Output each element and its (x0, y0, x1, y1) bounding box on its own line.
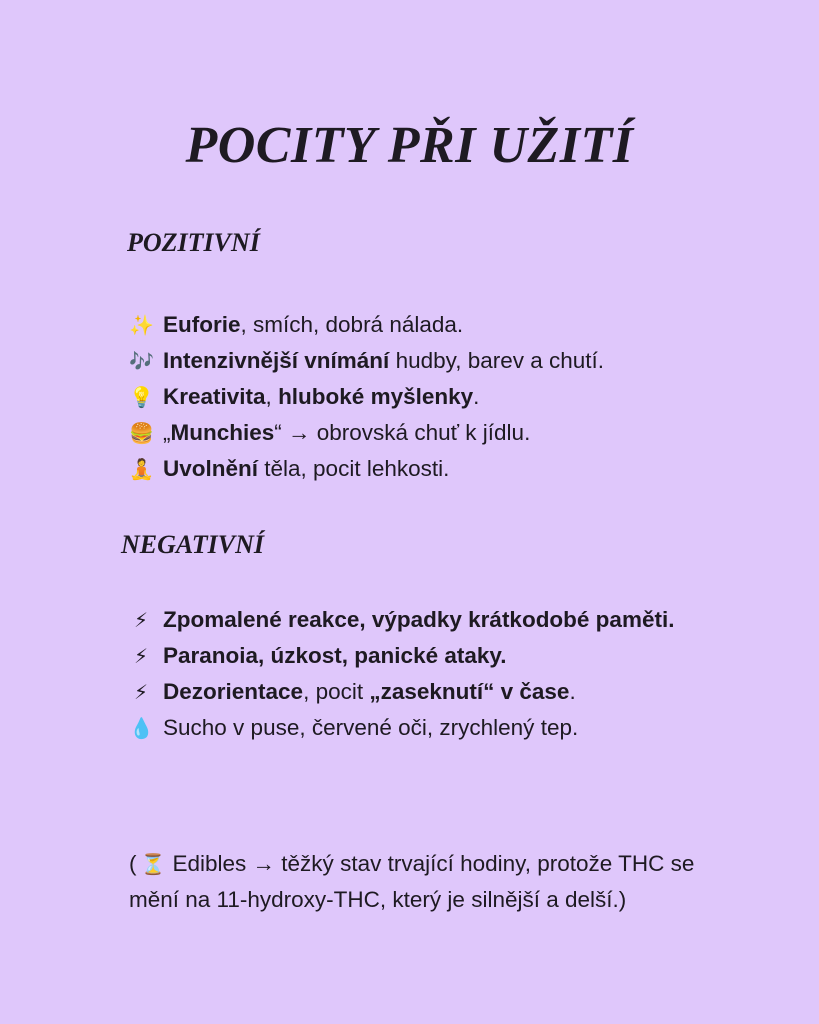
item-text: Sucho v puse, červené oči, zrychlený tep. (163, 715, 579, 740)
note-text: Edibles → těžký stav trvající hodiny, protože THC se mění na 11-hydroxy-THC, který je silnější a delší.) (129, 851, 695, 912)
item-text-bold: hluboké myšlenky (278, 384, 474, 409)
list-item (129, 451, 729, 487)
item-text-bold: „zaseknutí“ v čase (369, 679, 570, 704)
list-item (129, 415, 729, 451)
page-title: POCITY PŘI UŽITÍ (185, 117, 634, 174)
lightning-icon: ⚡ (133, 608, 149, 632)
item-text-bold: Intenzivnější vnímání (163, 348, 390, 373)
list-item (129, 379, 729, 415)
item-text: “ → obrovská chuť k jídlu. (274, 420, 531, 445)
item-text-bold: Uvolnění (163, 456, 259, 481)
item-text: hudby, barev a chutí. (389, 348, 605, 373)
item-text-bold: Munchies (170, 420, 275, 445)
negative-heading: NEGATIVNÍ (121, 530, 265, 559)
meditation-icon: 🧘 (129, 457, 154, 481)
hamburger-icon: 🍔 (129, 421, 154, 445)
light-bulb-icon: 💡 (129, 385, 154, 409)
item-text-bold: Kreativita (163, 384, 266, 409)
list-item (129, 343, 729, 379)
music-notes-icon: 🎶 (129, 349, 154, 373)
list-item (129, 674, 729, 710)
list-item (129, 307, 729, 343)
list-item (129, 710, 729, 746)
item-text: těla, pocit lehkosti. (258, 456, 450, 481)
item-text: , (265, 384, 279, 409)
positive-heading: POZITIVNÍ (127, 228, 260, 257)
item-text: . (569, 679, 576, 704)
lightning-icon: ⚡ (133, 680, 149, 704)
list-item (129, 602, 729, 638)
item-text: . (473, 384, 480, 409)
item-text-bold: Dezorientace (163, 679, 304, 704)
sparkles-icon: ✨ (129, 313, 154, 337)
list-item (129, 638, 729, 674)
droplet-icon: 💧 (129, 716, 154, 740)
edibles-note (129, 846, 719, 917)
hourglass-icon: ⏳ (140, 852, 166, 876)
item-text-bold: Euforie (163, 312, 241, 337)
item-text: „ (163, 420, 171, 445)
lightning-icon: ⚡ (133, 644, 149, 668)
positive-list (129, 307, 729, 487)
item-text: , pocit (303, 679, 370, 704)
item-text-bold: Paranoia, úzkost, panické ataky. (163, 643, 507, 668)
item-text-bold: Zpomalené reakce, výpadky krátkodobé paměti. (163, 607, 675, 632)
note-open-paren: ( (129, 851, 137, 876)
item-text: , smích, dobrá nálada. (240, 312, 464, 337)
negative-list (129, 602, 729, 746)
